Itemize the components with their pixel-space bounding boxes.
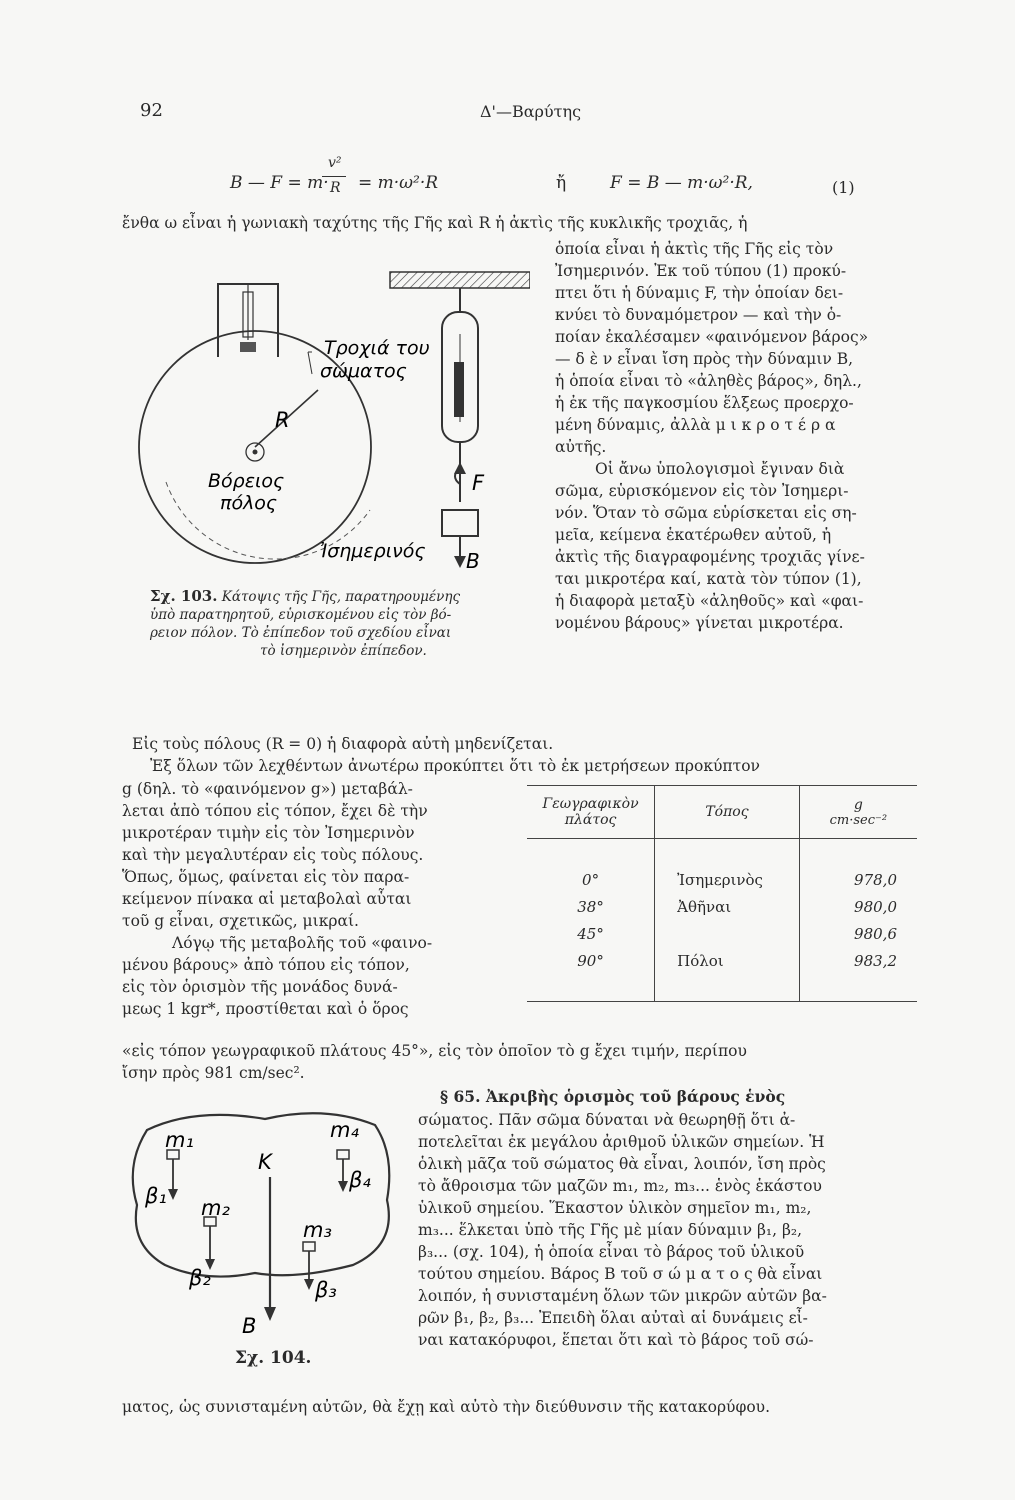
formula-1	[230, 155, 930, 205]
page-number: 92	[140, 100, 163, 121]
lc-line: μικροτέραν τιμὴν εἰς τὸν Ἰσημερινὸν	[122, 824, 415, 842]
lc-line: λεται ἀπὸ τόπου εἰς τόπον, ἔχει δὲ τὴν	[122, 802, 428, 820]
rc-line: ται μικροτέρα καί, κατὰ τὸν τύπον (1),	[555, 570, 862, 588]
rc-line: ἡ διαφορὰ μεταξὺ «ἀληθοῦς» καὶ «φαι-	[555, 592, 864, 610]
lc-line: μένου βάρους» ἀπὸ τόπου εἰς τόπον,	[122, 956, 410, 974]
label-orbit-1: Τροχιά του	[324, 337, 430, 359]
label-m3: m₃	[303, 1218, 332, 1242]
label-pole-1: Βόρειος	[208, 470, 285, 492]
caption-103	[150, 587, 460, 660]
g-table-wrapper	[527, 785, 917, 1002]
formula-frac-num: v²	[328, 155, 342, 171]
cell-lat: 38°	[527, 893, 655, 920]
rc-line: — δ ὲ ν εἶναι ἴση πρὸς τὴν δύναμιν B,	[555, 350, 854, 368]
right-column	[555, 238, 868, 634]
sc-line: β₃... (σχ. 104), ἡ ὁποία εἶναι τὸ βάρος τοῦ ὑλικοῦ	[418, 1243, 805, 1261]
label-K: K	[258, 1150, 272, 1174]
rc-line: ἡ ὁποία εἶναι τὸ «ἀληθὲς βάρος», δηλ.,	[555, 372, 862, 390]
formula-mid: = m·ω²·R	[358, 173, 439, 193]
dynamometer-scale	[454, 362, 464, 417]
section-column	[418, 1109, 827, 1351]
cell-place: Ἰσημερινὸς	[655, 866, 800, 893]
caption-103-line-3: τὸ ἰσημερινὸν ἐπίπεδον.	[260, 643, 427, 659]
th-g	[799, 786, 917, 839]
label-orbit-2: σώματος	[320, 360, 407, 382]
sc-line: σώματος. Πᾶν σῶμα δύναται νὰ θεωρηθῇ ὅτι ἀ-	[418, 1111, 796, 1129]
section-65-title: § 65. Ἀκριβὴς ὁρισμὸς τοῦ βάρους ἑνὸς	[440, 1087, 786, 1106]
table-header-row	[527, 786, 917, 839]
rc-line: ἡ ἐκ τῆς παγκοσμίου ἕλξεως προερχο-	[555, 394, 854, 412]
rc-line: ἀκτὶς τῆς διαγραφομένης τροχιᾶς γίνε-	[555, 548, 865, 566]
label-B: B	[466, 549, 480, 573]
label-b3: β₃	[315, 1278, 337, 1302]
cell-place: Πόλοι	[655, 947, 800, 974]
cell-g: 980,6	[854, 924, 897, 943]
body-line-981: ἴσην πρὸς 981 cm/sec².	[122, 1064, 305, 1082]
th-g-unit: cm·sec⁻²	[829, 812, 888, 828]
formula-rhs: F = B — m·ω²·R,	[610, 173, 753, 193]
label-equator: Ἰσημερινός	[320, 540, 426, 562]
label-R: R	[275, 408, 290, 432]
formula-frac-bar	[322, 176, 346, 177]
sc-line: m₃... ἕλκεται ὑπὸ τῆς Γῆς μὲ μίαν δύναμιν β₁, β₂,	[418, 1221, 803, 1239]
lc-line: κείμενον πίνακα αἱ μεταβολαὶ αὗται	[122, 890, 412, 908]
left-column	[122, 778, 432, 1020]
sc-line: ρῶν β₁, β₂, β₃... Ἐπειδὴ ὅλαι αὐταὶ αἱ δυνάμεις εἶ-	[418, 1309, 808, 1327]
caption-103-line-0: Κάτοψις τῆς Γῆς, παρατηρουμένης	[221, 589, 461, 605]
small-body	[240, 342, 256, 352]
th-g-symbol: g	[853, 796, 863, 813]
cell-g: 978,0	[854, 870, 897, 889]
caption-103-num: Σχ. 103.	[150, 587, 218, 605]
formula-or: ἤ	[556, 173, 567, 193]
cell-lat: 0°	[527, 866, 655, 893]
formula-lhs: B — F = m·	[230, 173, 329, 193]
sc-line: λοιπόν, ἡ συνισταμένη ὅλων τῶν μικρῶν αὐτῶν βα-	[418, 1287, 827, 1305]
lc-line: Λόγῳ τῆς μεταβολῆς τοῦ «φαινο-	[172, 934, 433, 952]
rc-line: ὁποία εἶναι ἡ ἀκτὶς τῆς Γῆς εἰς τὸν	[555, 240, 834, 258]
body-line-0: ἔνθα ω εἶναι ἡ γωνιακὴ ταχύτης τῆς Γῆς καὶ R ἡ ἀκτὶς τῆς κυκλικῆς τροχιᾶς, ἡ	[122, 214, 748, 232]
table-row	[527, 920, 917, 947]
cell-place: Ἀθῆναι	[655, 893, 800, 920]
caption-103-line-1: ὑπὸ παρατηρητοῦ, εὑρισκομένου εἰς τὸν βό-	[150, 607, 452, 623]
cell-g: 980,0	[854, 897, 897, 916]
figure-104	[125, 1105, 410, 1368]
body-line-45deg: «εἰς τόπον γεωγραφικοῦ πλάτους 45°», εἰς τὸν ὁποῖον τὸ g ἔχει τιμήν, περίπου	[122, 1042, 747, 1060]
figure-103	[130, 262, 530, 587]
label-F: F	[472, 471, 485, 495]
lc-line: τοῦ g εἶναι, σχετικῶς, μικραί.	[122, 912, 359, 930]
body-line-conclusion: Ἐξ ὅλων τῶν λεχθέντων ἀνωτέρω προκύπτει ὅτι τὸ ἐκ μετρήσεων προκύπτον	[150, 757, 760, 775]
sc-line: τὸ ἄθροισμα τῶν μαζῶν m₁, m₂, m₃... ἑνὸς ἑκάστου	[418, 1177, 822, 1195]
cell-g: 983,2	[854, 951, 897, 970]
label-pole-2: πόλος	[220, 492, 278, 514]
label-m2: m₂	[201, 1196, 230, 1220]
rc-line: μένη δύναμις, ἀλλὰ μ ι κ ρ ο τ έ ρ α	[555, 416, 836, 434]
lc-line: εἰς τὸν ὁρισμὸν τῆς μονάδος δυνά-	[122, 978, 398, 996]
lc-line: Ὅπως, ὅμως, φαίνεται εἰς τὸν παρα-	[122, 868, 410, 886]
table-row	[527, 947, 917, 974]
point-m4	[337, 1150, 349, 1159]
caption-104: Σχ. 104.	[235, 1348, 312, 1368]
rc-line: Ἰσημερινόν. Ἐκ τοῦ τύπου (1) προκύ-	[555, 262, 847, 280]
lc-line: καὶ τὴν μεγαλυτέραν εἰς τοὺς πόλους.	[122, 846, 424, 864]
cell-lat: 90°	[527, 947, 655, 974]
rc-line: μεῖα, κείμενα ἑκατέρωθεν αὐτοῦ, ἡ	[555, 526, 832, 544]
rc-line: κνύει τὸ δυναμόμετρον — καὶ τὴν ὁ-	[555, 306, 842, 324]
rc-line: νόν. Ὅταν τὸ σῶμα εὑρίσκεται εἰς ση-	[555, 504, 857, 522]
running-title: Δ'—Βαρύτης	[480, 102, 582, 121]
label-m4: m₄	[330, 1118, 359, 1142]
point-m3	[303, 1242, 315, 1251]
rc-line: πτει ὅτι ἡ δύναμις F, τὴν ὁποίαν δει-	[555, 284, 844, 302]
sc-line: ποτελεῖται ἐκ μεγάλου ἀριθμοῦ ὑλικῶν σημείων. Ἡ	[418, 1133, 825, 1151]
body-line-poles: Εἰς τοὺς πόλους (R = 0) ἡ διαφορὰ αὐτὴ μηδενίζεται.	[132, 735, 554, 753]
caption-103-line-2: ρειον πόλον. Τὸ ἐπίπεδον τοῦ σχεδίου εἶναι	[150, 625, 452, 641]
label-b4: β₄	[349, 1168, 371, 1192]
label-m1: m₁	[165, 1128, 194, 1152]
body-line-last: ματος, ὡς συνισταμένη αὐτῶν, θὰ ἔχῃ καὶ αὐτὸ τὴν διεύθυνσιν τῆς κατακορύφου.	[122, 1398, 771, 1416]
ceiling	[390, 272, 530, 288]
sc-line: ὑλικοῦ σημείου. Ἕκαστον ὑλικὸν σημεῖον m₁, m₂,	[418, 1199, 812, 1217]
label-b1: β₁	[145, 1184, 167, 1208]
th-place: Τόπος	[655, 786, 800, 839]
rc-line: νομένου βάρους» γίνεται μικροτέρα.	[555, 614, 844, 632]
equation-number: (1)	[832, 178, 855, 197]
suspended-body	[442, 510, 478, 536]
sc-line: τούτου σημείου. Βάρος B τοῦ σ ώ μ α τ ο ς θὰ εἶναι	[418, 1265, 823, 1283]
rc-line: σῶμα, εὑρισκόμενον εἰς τὸν Ἰσημερι-	[555, 482, 849, 500]
rc-line: αὐτῆς.	[555, 438, 607, 456]
rc-line: ποίαν ἐκαλέσαμεν «φαινόμενον βάρος»	[555, 328, 869, 346]
lc-line: μεως 1 kgr*, προστίθεται καὶ ὁ ὅρος	[122, 1000, 409, 1018]
table-row	[527, 866, 917, 893]
rc-line: Οἱ ἄνω ὑπολογισμοὶ ἔγιναν διὰ	[595, 460, 845, 478]
g-table	[527, 786, 917, 1001]
table-row	[527, 893, 917, 920]
formula-frac-den: R	[330, 180, 341, 196]
label-b2: β₂	[189, 1266, 211, 1290]
th-latitude: Γεωγραφικὸν πλάτος	[527, 786, 655, 839]
cell-place	[655, 920, 800, 947]
cell-lat: 45°	[527, 920, 655, 947]
lc-line: g (δηλ. τὸ «φαινόμενον g») μεταβάλ-	[122, 780, 413, 798]
sc-line: ναι κατακόρυφοι, ἕπεται ὅτι καὶ τὸ βάρος τοῦ σώ-	[418, 1331, 814, 1349]
sc-line: ὁλικὴ μᾶζα τοῦ σώματος θὰ εἶναι, λοιπόν, ἴση πρὸς	[418, 1155, 826, 1173]
label-B-resultant: B	[242, 1314, 257, 1338]
